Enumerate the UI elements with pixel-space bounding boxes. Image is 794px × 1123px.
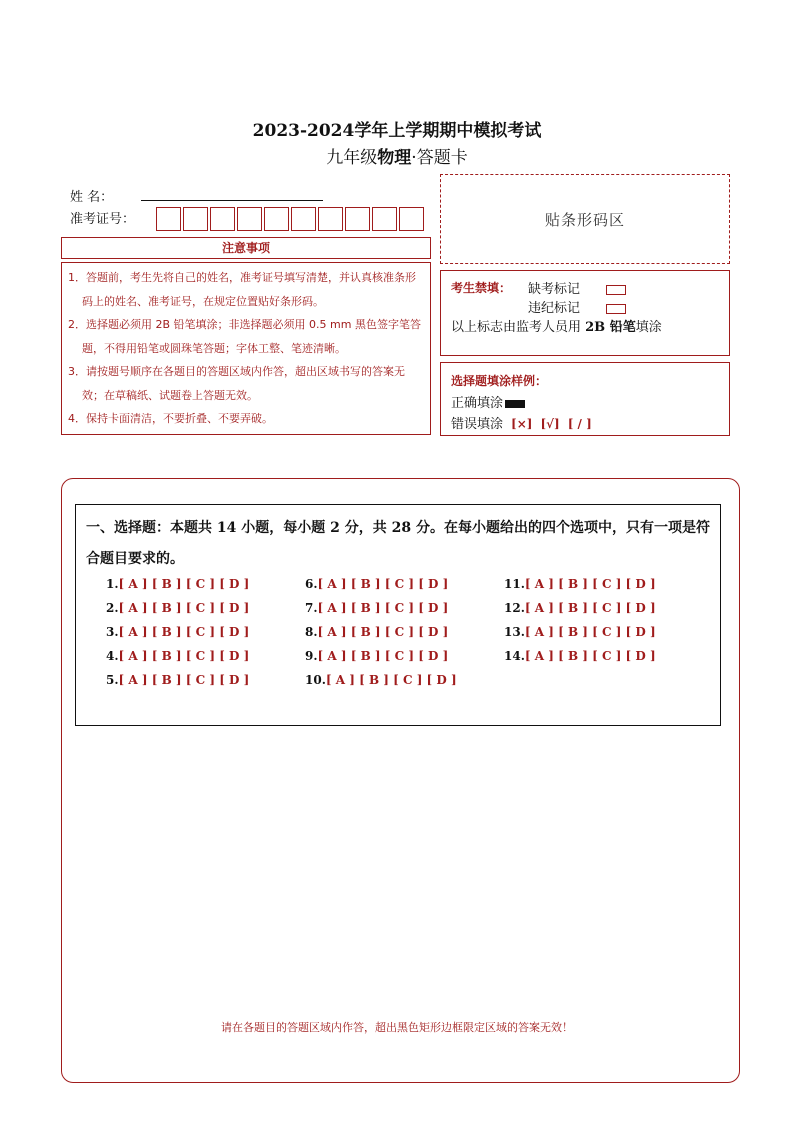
exam-title: 2023-2024学年上学期期中模拟考试 [252,121,542,141]
violation-label: 违纪标记 [528,301,581,316]
id-digit-cell[interactable] [237,207,262,231]
question-number: 12. [504,601,525,615]
proctor-marks-box [440,270,730,356]
option-bubbles[interactable]: [ A ] [ B ] [ C ] [ D ] [118,673,250,687]
option-bubbles[interactable]: [ A ] [ B ] [ C ] [ D ] [317,625,449,639]
question-number: 4. [106,649,119,663]
option-bubbles[interactable]: [ A ] [ B ] [ C ] [ D ] [118,601,250,615]
answer-row[interactable] [106,673,249,687]
wrong-mark: [×] [511,417,533,431]
id-number-grid[interactable] [156,207,426,231]
notice-item: 3．请按题号顺序在各题目的答题区域内作答，超出区域书写的答案无效；在草稿纸、试题卷上答题无效。 [68,365,405,402]
subtitle-grade: 九年级 [326,148,378,168]
id-digit-cell[interactable] [291,207,316,231]
name-field[interactable] [141,200,323,201]
question-number: 8. [305,625,318,639]
question-number: 9. [305,649,318,663]
wrong-mark: [√] [540,417,560,431]
answer-row[interactable] [305,625,448,639]
notice-item: 4．保持卡面清洁，不要折叠、不要弄破。 [68,412,273,425]
question-number: 5. [106,673,119,687]
answer-row[interactable] [305,577,448,591]
subtitle-subject: 物理 [377,148,412,168]
notice-item: 1．答题前，考生先将自己的姓名，准考证号填写清楚，并认真核准条形码上的姓名、准考证号，在规定位置贴好条形码。 [68,271,416,308]
sample-title: 选择题填涂样例： [451,374,548,388]
option-bubbles[interactable]: [ A ] [ B ] [ C ] [ D ] [317,649,449,663]
absent-label: 缺考标记 [528,282,581,297]
notice-list [61,262,431,435]
option-bubbles[interactable]: [ A ] [ B ] [ C ] [ D ] [118,577,250,591]
id-digit-cell[interactable] [399,207,424,231]
fill-sample-box [440,362,730,436]
answer-row[interactable] [504,625,656,639]
question-number: 14. [504,649,525,663]
barcode-area: 贴条形码区 [440,174,730,264]
section-heading: 一、选择题：本题共 14 小题，每小题 2 分，共 28 分。在每小题给出的四个选项中，只有一项是符合题目要求的。 [86,520,710,567]
multiple-choice-section [75,504,721,726]
id-digit-cell[interactable] [372,207,397,231]
option-bubbles[interactable]: [ A ] [ B ] [ C ] [ D ] [524,601,656,615]
notice-heading: 注意事项 [61,237,431,259]
question-number: 10. [305,673,326,687]
id-digit-cell[interactable] [156,207,181,231]
id-digit-cell[interactable] [183,207,208,231]
wrong-fill-label: 错误填涂 [451,417,504,432]
absent-checkbox[interactable] [606,285,626,295]
option-bubbles[interactable]: [ A ] [ B ] [ C ] [ D ] [118,649,250,663]
answer-row[interactable] [106,601,249,615]
question-number: 11. [504,577,525,591]
exam-subtitle [0,143,794,168]
answer-row[interactable] [504,577,656,591]
answer-row[interactable] [305,601,448,615]
answer-row[interactable] [106,649,249,663]
name-label: 姓 名： [70,190,114,205]
notice-item: 2．选择题必须用 2B 铅笔填涂；非选择题必须用 0.5 mm 黑色签字笔答题，不得用铅笔或圆珠笔答题；字体工整、笔迹清晰。 [68,318,421,355]
question-number: 1. [106,577,119,591]
answer-row[interactable] [305,673,457,687]
answer-row[interactable] [305,649,448,663]
footer-warning: 请在各题目的答题区域内作答，超出黑色矩形边框限定区域的答案无效！ [221,1021,573,1034]
question-number: 2. [106,601,119,615]
answer-row[interactable] [504,601,656,615]
option-bubbles[interactable]: [ A ] [ B ] [ C ] [ D ] [325,673,457,687]
subtitle-suffix: ·答题卡 [411,148,468,168]
option-bubbles[interactable]: [ A ] [ B ] [ C ] [ D ] [317,577,449,591]
question-number: 3. [106,625,119,639]
correct-fill-label: 正确填涂 [451,396,504,411]
violation-checkbox[interactable] [606,304,626,314]
id-digit-cell[interactable] [345,207,370,231]
id-digit-cell[interactable] [210,207,235,231]
question-number: 7. [305,601,318,615]
proctor-title: 考生禁填： [451,281,512,295]
id-digit-cell[interactable] [318,207,343,231]
question-number: 13. [504,625,525,639]
option-bubbles[interactable]: [ A ] [ B ] [ C ] [ D ] [317,601,449,615]
answer-row[interactable] [504,649,656,663]
proctor-note: 以上标志由监考人员用 2B 铅笔填涂 [451,320,662,335]
option-bubbles[interactable]: [ A ] [ B ] [ C ] [ D ] [524,625,656,639]
option-bubbles[interactable]: [ A ] [ B ] [ C ] [ D ] [524,577,656,591]
option-bubbles[interactable]: [ A ] [ B ] [ C ] [ D ] [524,649,656,663]
question-number: 6. [305,577,318,591]
wrong-mark: [ / ] [567,417,592,431]
id-label: 准考证号： [70,212,136,227]
answer-row[interactable] [106,577,249,591]
answer-row[interactable] [106,625,249,639]
option-bubbles[interactable]: [ A ] [ B ] [ C ] [ D ] [118,625,250,639]
filled-mark-icon [505,400,525,408]
id-digit-cell[interactable] [264,207,289,231]
